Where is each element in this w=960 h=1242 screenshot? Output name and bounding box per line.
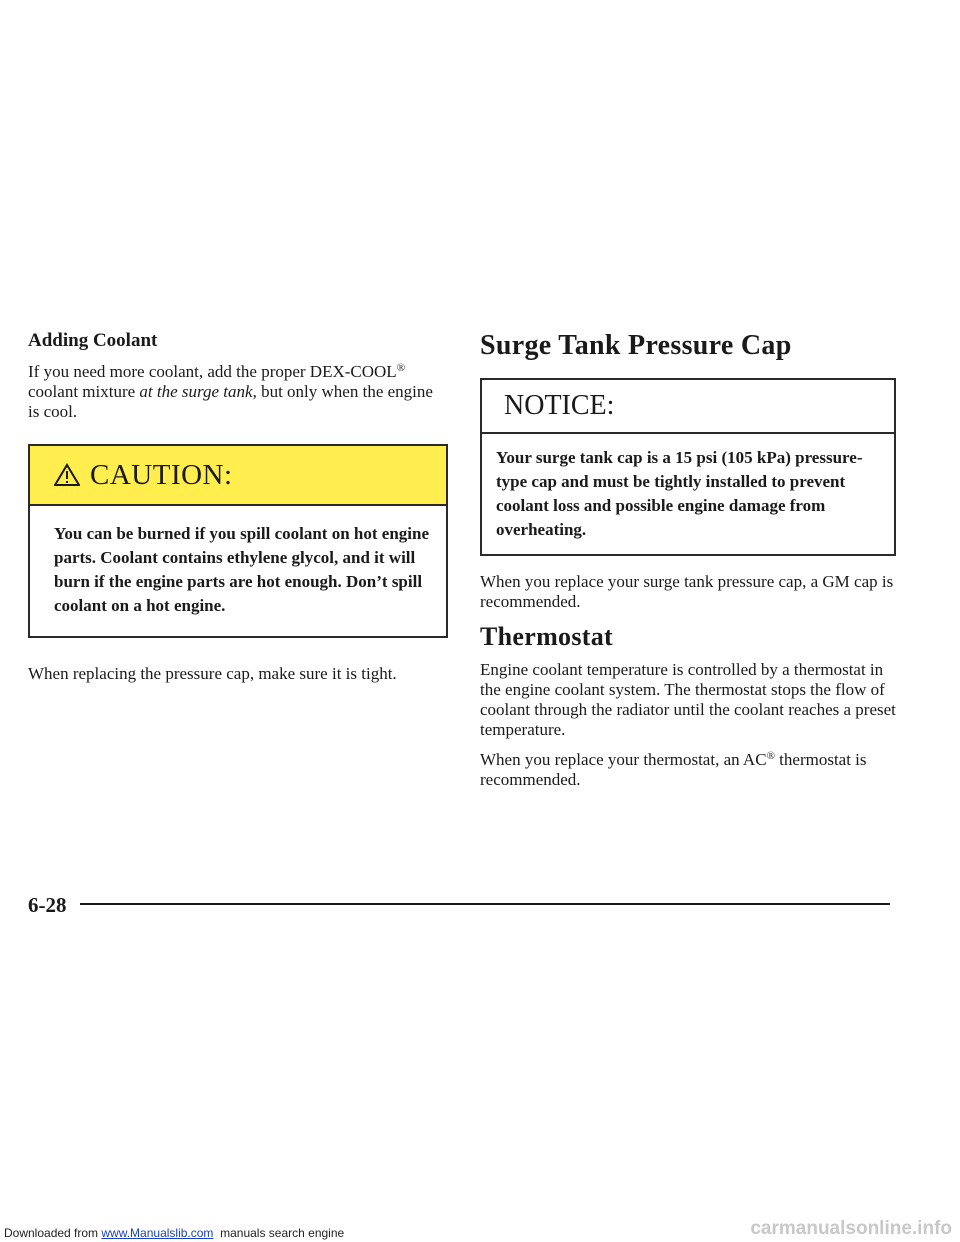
thermostat-paragraph: Engine coolant temperature is controlled by a thermostat in the engine coolant system. The thermostat stops the flow of coolant through the radiator until the coolant reaches a preset temperature. bbox=[480, 660, 896, 739]
notice-title: NOTICE: bbox=[482, 380, 894, 434]
thermostat-heading: Thermostat bbox=[480, 622, 613, 651]
para-text: When you replace your thermostat, an AC bbox=[480, 750, 767, 769]
caution-text: You can be burned if you spill coolant on hot engine parts. Coolant contains ethylene glycol, and it will burn if the engine parts are hot enough. Don’t spill coolant on a hot engine. bbox=[54, 524, 430, 615]
para-text: thermostat is recommended. bbox=[480, 750, 867, 789]
para-text: coolant mixture bbox=[28, 382, 140, 401]
para-text: but only when the engine is cool. bbox=[28, 382, 433, 421]
adding-coolant-paragraph bbox=[28, 362, 448, 422]
footer-rule bbox=[80, 903, 890, 905]
warning-triangle-icon bbox=[54, 463, 80, 487]
manualslib-link[interactable]: www.Manualslib.com bbox=[101, 1226, 214, 1240]
watermark: carmanualsonline.info bbox=[750, 1218, 952, 1239]
caution-box bbox=[28, 444, 448, 638]
registered-mark: ® bbox=[396, 362, 406, 374]
thermostat-replace-paragraph bbox=[480, 750, 900, 790]
download-notice bbox=[4, 1226, 344, 1240]
page-number: 6-28 bbox=[28, 893, 67, 917]
notice-box bbox=[480, 378, 896, 556]
caution-header bbox=[30, 446, 446, 506]
caution-title: CAUTION: bbox=[90, 458, 233, 491]
download-suffix: manuals search engine bbox=[213, 1226, 345, 1240]
pressure-cap-paragraph: When replacing the pressure cap, make sure it is tight. bbox=[28, 664, 397, 683]
registered-mark: ® bbox=[766, 750, 775, 762]
left-column bbox=[28, 330, 448, 694]
para-italic: at the surge tank, bbox=[139, 382, 257, 401]
surge-cap-paragraph: When you replace your surge tank pressure cap, a GM cap is recommended. bbox=[480, 572, 894, 611]
surge-tank-heading: Surge Tank Pressure Cap bbox=[480, 330, 792, 361]
notice-text: Your surge tank cap is a 15 psi (105 kPa) pressure-type cap and must be tightly installed to prevent coolant loss and possible engine damage from overheating. bbox=[496, 448, 863, 539]
right-column bbox=[480, 330, 900, 800]
adding-coolant-subheading: Adding Coolant bbox=[28, 330, 158, 351]
download-prefix: Downloaded from bbox=[4, 1226, 102, 1240]
para-text: If you need more coolant, add the proper DEX-COOL bbox=[28, 362, 397, 381]
